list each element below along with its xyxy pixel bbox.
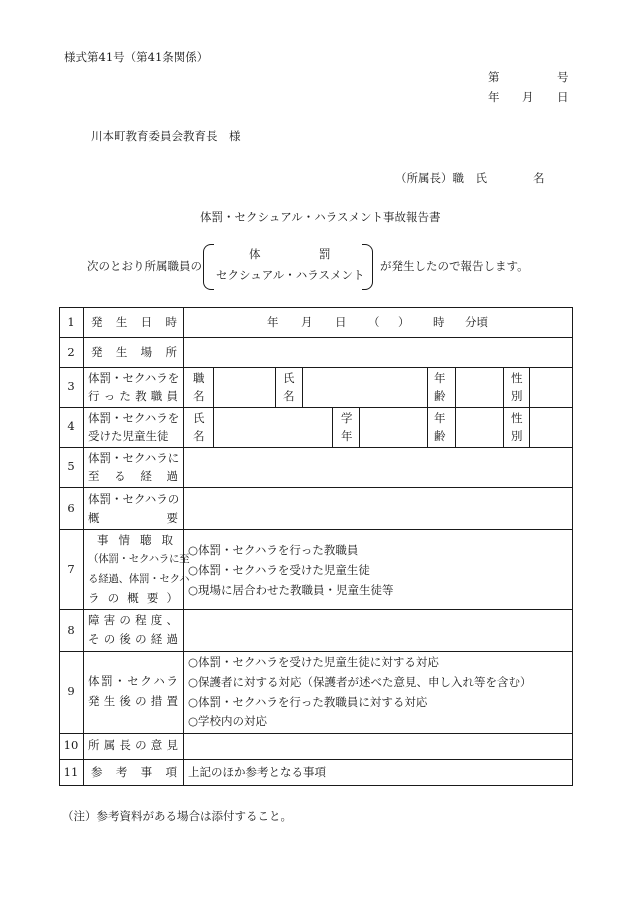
row-number: 2 bbox=[67, 345, 75, 359]
field-label-sex: 別 bbox=[511, 389, 523, 403]
sub-column-divider bbox=[332, 407, 333, 447]
row-label-occurrence-place: 発 生 場 所 bbox=[91, 345, 177, 359]
row-number: 1 bbox=[67, 315, 75, 329]
row-label-occurrence-datetime: 発 生 日 時 bbox=[91, 315, 177, 329]
measure-item-guardians: ○保護者に対する対応（保護者が述べた意見、申し入れ等を含む） bbox=[188, 675, 532, 689]
datetime-month-label: 月 bbox=[301, 315, 313, 329]
datetime-minute-label: 分頃 bbox=[465, 315, 488, 329]
document-title: 体罰・セクシュアル・ハラスメント事故報告書 bbox=[200, 210, 441, 224]
option-sexual-harassment: セクシュアル・ハラスメント bbox=[216, 268, 365, 282]
row-label-injury-line1: 障 害 の 程 度 、 bbox=[88, 613, 178, 627]
row-divider bbox=[59, 733, 573, 734]
datetime-weekday-open: （ bbox=[368, 315, 380, 329]
option-taibatsu-char1: 体 bbox=[249, 247, 261, 261]
hearing-item-student: ○体罰・セクハラを受けた児童生徒 bbox=[188, 563, 370, 577]
reporter-line: （所属長）職 氏 名 bbox=[395, 171, 545, 185]
hearing-item-staff: ○体罰・セクハラを行った教職員 bbox=[188, 543, 359, 557]
field-label-age: 年 bbox=[434, 371, 446, 385]
row-divider bbox=[59, 759, 573, 760]
field-label-name: 名 bbox=[283, 389, 295, 403]
date-day-label: 日 bbox=[557, 90, 569, 104]
sub-column-divider bbox=[275, 367, 276, 407]
row-divider bbox=[59, 487, 573, 488]
row-number: 7 bbox=[67, 562, 75, 576]
reference-number-suffix: 号 bbox=[557, 70, 569, 84]
intro-text-after: が発生したので報告します。 bbox=[380, 259, 529, 273]
reference-content: 上記のほか参考となる事項 bbox=[188, 765, 326, 779]
row-label-process-line2: 至 る 経 過 bbox=[88, 469, 178, 483]
row-label-summary-line2: 概 要 bbox=[88, 511, 178, 525]
sub-column-divider bbox=[213, 367, 214, 447]
row-divider bbox=[59, 651, 573, 652]
row-label-hearing-line3: る経過、体罰・セクハ bbox=[88, 573, 190, 585]
left-bracket bbox=[203, 244, 214, 290]
field-label-age: 齢 bbox=[434, 389, 446, 403]
sub-column-divider bbox=[302, 367, 303, 407]
row-label-measures-line1: 体 罰 ・ セ ク ハ ラ bbox=[88, 674, 178, 688]
field-label-sex: 性 bbox=[511, 411, 523, 425]
row-number: 6 bbox=[67, 501, 75, 515]
row-divider bbox=[59, 367, 573, 368]
row-number: 10 bbox=[63, 738, 79, 752]
row-label-process-line1: 体罰・セクハラに bbox=[88, 451, 180, 465]
option-taibatsu-char2: 罰 bbox=[319, 247, 331, 261]
datetime-year-label: 年 bbox=[267, 315, 279, 329]
row-label-hearing-line1: 事 情 聴 取 bbox=[97, 533, 173, 547]
row-label-hearing-line4: ラ の 概 要 ） bbox=[88, 591, 178, 605]
date-month-label: 月 bbox=[522, 90, 534, 104]
field-label-grade: 年 bbox=[341, 429, 353, 443]
hearing-item-witnesses: ○現場に居合わせた教職員・児童生徒等 bbox=[188, 583, 394, 597]
row-label-hearing-line2: （体罰・セクハラに至 bbox=[88, 553, 190, 565]
addressee: 川本町教育委員会教育長 様 bbox=[91, 129, 241, 143]
sub-column-divider bbox=[455, 367, 456, 447]
row-number: 5 bbox=[67, 459, 75, 473]
row-label-staff-line2: 行 っ た 教 職 員 bbox=[88, 389, 178, 403]
field-label-name: 氏 bbox=[193, 411, 205, 425]
reference-number-prefix: 第 bbox=[488, 70, 500, 84]
row-label-reference: 参 考 事 項 bbox=[91, 765, 177, 779]
measure-item-student: ○体罰・セクハラを受けた児童生徒に対する対応 bbox=[188, 655, 439, 669]
sub-column-divider bbox=[359, 407, 360, 447]
field-label-grade: 学 bbox=[341, 411, 353, 425]
row-number: 11 bbox=[63, 765, 79, 779]
field-label-sex: 性 bbox=[511, 371, 523, 385]
row-label-measures-line2: 発 生 後 の 措 置 bbox=[88, 694, 178, 708]
field-label-age: 年 bbox=[434, 411, 446, 425]
sub-column-divider bbox=[529, 367, 530, 447]
field-label-name: 名 bbox=[193, 429, 205, 443]
row-divider bbox=[59, 407, 573, 408]
field-label-position: 名 bbox=[193, 389, 205, 403]
datetime-weekday-close: ） bbox=[398, 315, 410, 329]
row-divider bbox=[59, 609, 573, 610]
footnote: （注）参考資料がある場合は添付すること。 bbox=[62, 809, 292, 823]
form-number: 様式第41号（第41条関係） bbox=[64, 50, 209, 64]
row-label-principal-opinion: 所 属 長 の 意 見 bbox=[88, 738, 178, 752]
measure-item-school: ○学校内の対応 bbox=[188, 714, 268, 728]
column-divider bbox=[183, 307, 184, 786]
intro-text-before: 次のとおり所属職員の bbox=[87, 259, 202, 273]
row-number: 4 bbox=[67, 419, 75, 433]
row-label-injury-line2: そ の 後 の 経 過 bbox=[88, 632, 178, 646]
row-label-student-line1: 体罰・セクハラを bbox=[88, 411, 180, 425]
row-number: 8 bbox=[67, 623, 75, 637]
row-number: 3 bbox=[67, 379, 75, 393]
field-label-name: 氏 bbox=[283, 371, 295, 385]
datetime-hour-label: 時 bbox=[433, 315, 445, 329]
right-bracket bbox=[362, 244, 373, 290]
row-label-staff-line1: 体罰・セクハラを bbox=[88, 371, 180, 385]
measure-item-staff: ○体罰・セクハラを行った教職員に対する対応 bbox=[188, 695, 428, 709]
sub-column-divider bbox=[503, 367, 504, 447]
field-label-age: 齢 bbox=[434, 429, 446, 443]
row-number: 9 bbox=[67, 684, 75, 698]
field-label-sex: 別 bbox=[511, 429, 523, 443]
row-divider bbox=[59, 447, 573, 448]
row-divider bbox=[59, 337, 573, 338]
date-year-label: 年 bbox=[488, 90, 500, 104]
datetime-day-label: 日 bbox=[335, 315, 347, 329]
row-label-summary-line1: 体罰・セクハラの bbox=[88, 492, 180, 506]
row-divider bbox=[59, 529, 573, 530]
row-label-student-line2: 受けた児童生徒 bbox=[88, 429, 169, 443]
sub-column-divider bbox=[427, 367, 428, 447]
field-label-position: 職 bbox=[193, 371, 205, 385]
column-divider bbox=[83, 307, 84, 786]
